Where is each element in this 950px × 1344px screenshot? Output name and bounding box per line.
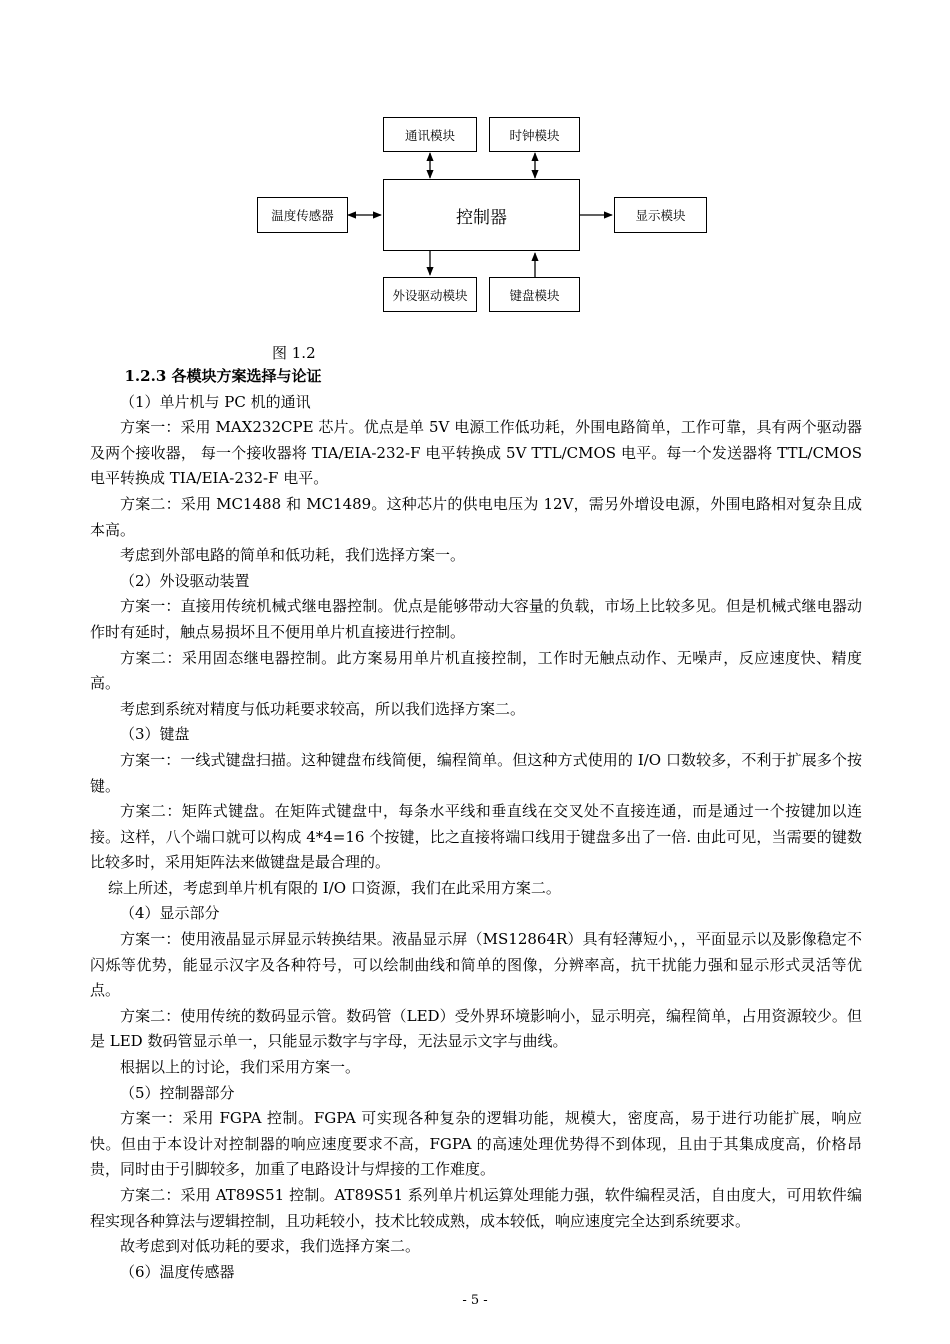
document-body [90,364,862,1285]
paragraph: 方案二：矩阵式键盘。在矩阵式键盘中，每条水平线和垂直线在交叉处不直接连通，而是通过一个按键加以连接。这样，八个端口就可以构成 4*4=16 个按键，比之直接将端口线用于键盘多出了一倍. 由此可见，当需要的键数比较多时，采用矩阵法来做键盘是最合理的。 [90,802,862,872]
block-diagram [0,0,950,340]
paragraph: 方案二：采用 MC1488 和 MC1489。这种芯片的供电电压为 12V，需另外增设电源，外围电路相对复杂且成本高。 [90,494,862,539]
paragraph: 方案一：一线式键盘扫描。这种键盘布线简便，编程简单。但这种方式使用的 I/O 口数较多，不利于扩展多个按键。 [90,750,862,795]
paragraph: 综上所述，考虑到单片机有限的 I/O 口资源，我们在此采用方案二。 [108,878,561,897]
paragraph: 根据以上的讨论，我们采用方案一。 [120,1058,361,1077]
clock-module-box: 时钟模块 [489,117,580,152]
paragraph: 方案一：使用液晶显示屏显示转换结果。液晶显示屏（MS12864R）具有轻薄短小，，平面显示以及影像稳定不闪烁等优势，能显示汉字及各种符号，可以绘制曲线和简单的图像，分辨率高，抗干扰能力强和显示形式灵活等优点。 [90,930,862,1000]
paragraph: 方案二：使用传统的数码显示管。数码管（LED）受外界环境影响小，显示明亮，编程简单，占用资源较少。但是 LED 数码管显示单一，只能显示数字与字母，无法显示文字与曲线。 [90,1006,862,1051]
paragraph: 考虑到系统对精度与低功耗要求较高，所以我们选择方案二。 [120,699,526,718]
paragraph: 方案一：采用 FGPA 控制。FGPA 可实现各种复杂的逻辑功能，规模大，密度高，易于进行功能扩展，响应快。但由于本设计对控制器的响应速度要求不高，FGPA 的高速处理优势得不到体现，且由于其集成度高，价格昂贵，同时由于引脚较多，加重了电路设计与焊接的工作难度。 [90,1109,862,1179]
paragraph: 方案二：采用 AT89S51 控制。AT89S51 系列单片机运算处理能力强，软件编程灵活，自由度大，可用软件编程实现各种算法与逻辑控制，且功耗较小，技术比较成熟，成本较低，响应速度完全达到系统要求。 [90,1186,862,1230]
temp-sensor-box: 温度传感器 [257,197,348,233]
subsection-heading: （4）显示部分 [120,904,220,923]
paragraph: 方案二：采用固态继电器控制。此方案易用单片机直接控制，工作时无触点动作、无噪声，反应速度快、精度高。 [90,648,862,693]
page-number: - 5 - [462,1293,488,1308]
section-title: 1.2.3 各模块方案选择与论证 [124,367,322,385]
comm-module-box: 通讯模块 [383,117,477,152]
subsection-heading: （3）键盘 [120,725,190,744]
figure-caption: 图 1.2 [272,344,316,362]
subsection-heading: （6）温度传感器 [120,1262,235,1281]
peripheral-driver-box: 外设驱动模块 [383,277,477,312]
subsection-heading: （1）单片机与 PC 机的通讯 [120,392,311,411]
paragraph: 考虑到外部电路的简单和低功耗，我们选择方案一。 [120,546,466,565]
keyboard-module-box: 键盘模块 [489,277,580,312]
paragraph: 方案一：采用 MAX232CPE 芯片。优点是单 5V 电源工作低功耗，外围电路简单，工作可靠，具有两个驱动器及两个接收器， 每一个接收器将 TIA/EIA-232-F 电平转换成 5V TTL/CMOS 电平。每一个发送器将 TTL/CMOS 电平转换成 TIA/EIA-232-F 电平。 [90,418,862,488]
subsection-heading: （2）外设驱动装置 [120,571,250,590]
paragraph: 方案一：直接用传统机械式继电器控制。优点是能够带动大容量的负载，市场上比较多见。但是机械式继电器动作时有延时，触点易损坏且不便用单片机直接进行控制。 [90,597,862,641]
display-module-box: 显示模块 [614,197,707,233]
paragraph: 故考虑到对低功耗的要求，我们选择方案二。 [120,1237,421,1256]
controller-box: 控制器 [383,179,580,251]
subsection-heading: （5）控制器部分 [120,1083,235,1102]
